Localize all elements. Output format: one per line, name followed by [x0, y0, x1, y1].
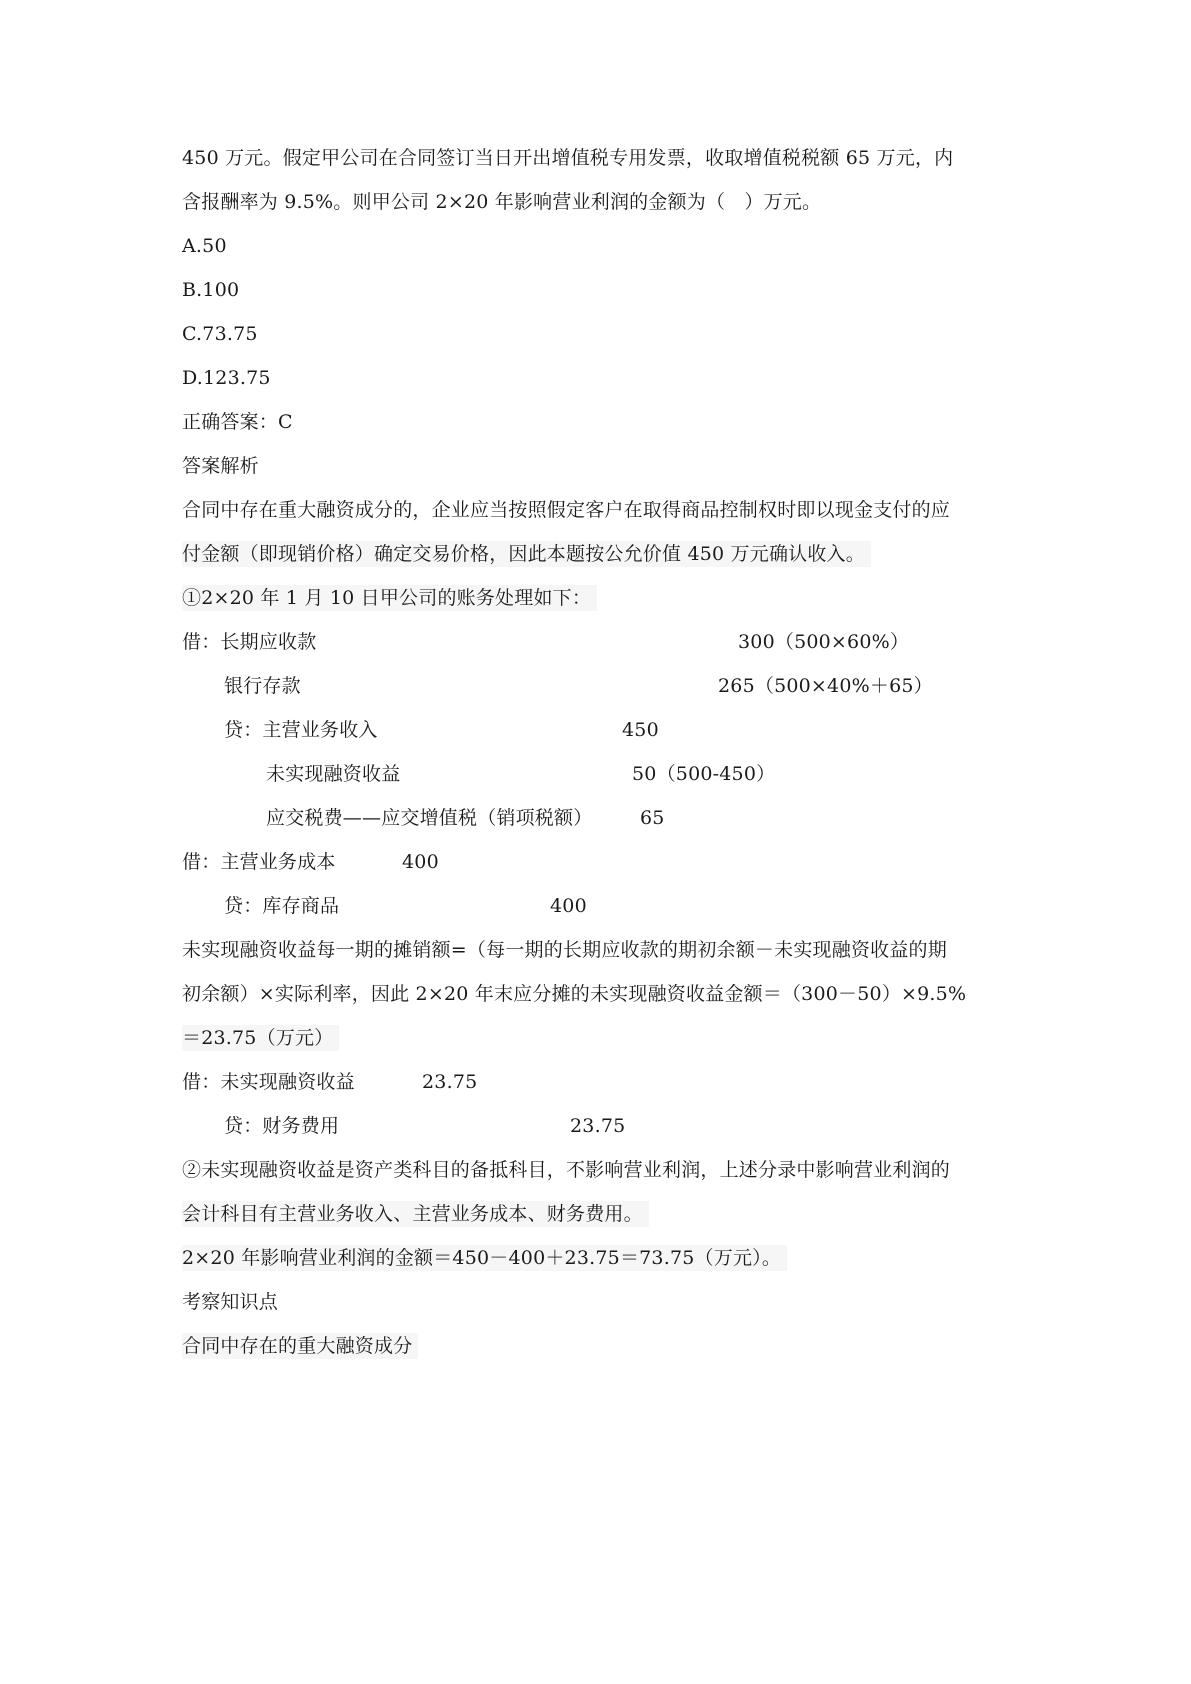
option-d: D.123.75	[182, 367, 271, 389]
entry-amount: 23.75	[422, 1071, 478, 1093]
analysis-step2-line2: 会计科目有主营业务收入、主营业务成本、财务费用。	[182, 1201, 649, 1227]
entry-amount: 300（500×60%）	[738, 631, 910, 653]
entry-account: 贷：库存商品	[224, 895, 340, 917]
analysis-para1-line1: 合同中存在重大融资成分的，企业应当按照假定客户在取得商品控制权时即以现金支付的应	[182, 499, 951, 521]
option-a: A.50	[182, 235, 227, 257]
entry-amount: 400	[402, 851, 439, 873]
entry-account: 借：长期应收款	[182, 631, 317, 653]
analysis-para2-line3: ＝23.75（万元）	[182, 1025, 339, 1051]
option-c: C.73.75	[182, 323, 258, 345]
entry-account: 应交税费——应交增值税（销项税额）	[266, 807, 593, 829]
entry-account: 贷：财务费用	[224, 1115, 340, 1137]
entry-account: 贷：主营业务收入	[224, 719, 378, 741]
knowledge-point: 合同中存在的重大融资成分	[182, 1333, 418, 1359]
option-b: B.100	[182, 279, 240, 301]
entry-account: 未实现融资收益	[266, 763, 401, 785]
entry-account: 借：主营业务成本	[182, 851, 336, 873]
entry-amount: 265（500×40%＋65）	[718, 675, 933, 697]
analysis-para1-line2: 付金额（即现销价格）确定交易价格，因此本题按公允价值 450 万元确认收入。	[182, 541, 871, 567]
analysis-heading: 答案解析	[182, 455, 259, 477]
analysis-para2-line1: 未实现融资收益每一期的摊销额=（每一期的长期应收款的期初余额－未实现融资收益的期	[182, 939, 947, 961]
correct-answer: 正确答案：C	[182, 411, 293, 433]
entry-amount: 400	[550, 895, 587, 917]
entry-amount: 65	[640, 807, 665, 829]
entry-account: 银行存款	[224, 675, 301, 697]
entry-amount: 23.75	[570, 1115, 626, 1137]
analysis-step2-line1: ②未实现融资收益是资产类科目的备抵科目，不影响营业利润，上述分录中影响营业利润的	[182, 1159, 951, 1181]
entry-amount: 450	[622, 719, 659, 741]
entry-amount: 50（500-450）	[632, 763, 776, 785]
question-text-line2: 含报酬率为 9.5%。则甲公司 2×20 年影响营业利润的金额为（ ）万元。	[182, 191, 822, 213]
knowledge-heading: 考察知识点	[182, 1291, 279, 1313]
analysis-result: 2×20 年影响营业利润的金额＝450－400＋23.75＝73.75（万元）。	[182, 1245, 787, 1271]
analysis-para2-line2: 初余额）×实际利率，因此 2×20 年末应分摊的未实现融资收益金额＝（300－50）×9.5%	[182, 983, 967, 1005]
analysis-step1: ①2×20 年 1 月 10 日甲公司的账务处理如下：	[182, 585, 597, 611]
entry-account: 借：未实现融资收益	[182, 1071, 355, 1093]
question-text-line1: 450 万元。假定甲公司在合同签订当日开出增值税专用发票，收取增值税税额 65 万元，内	[182, 147, 954, 169]
